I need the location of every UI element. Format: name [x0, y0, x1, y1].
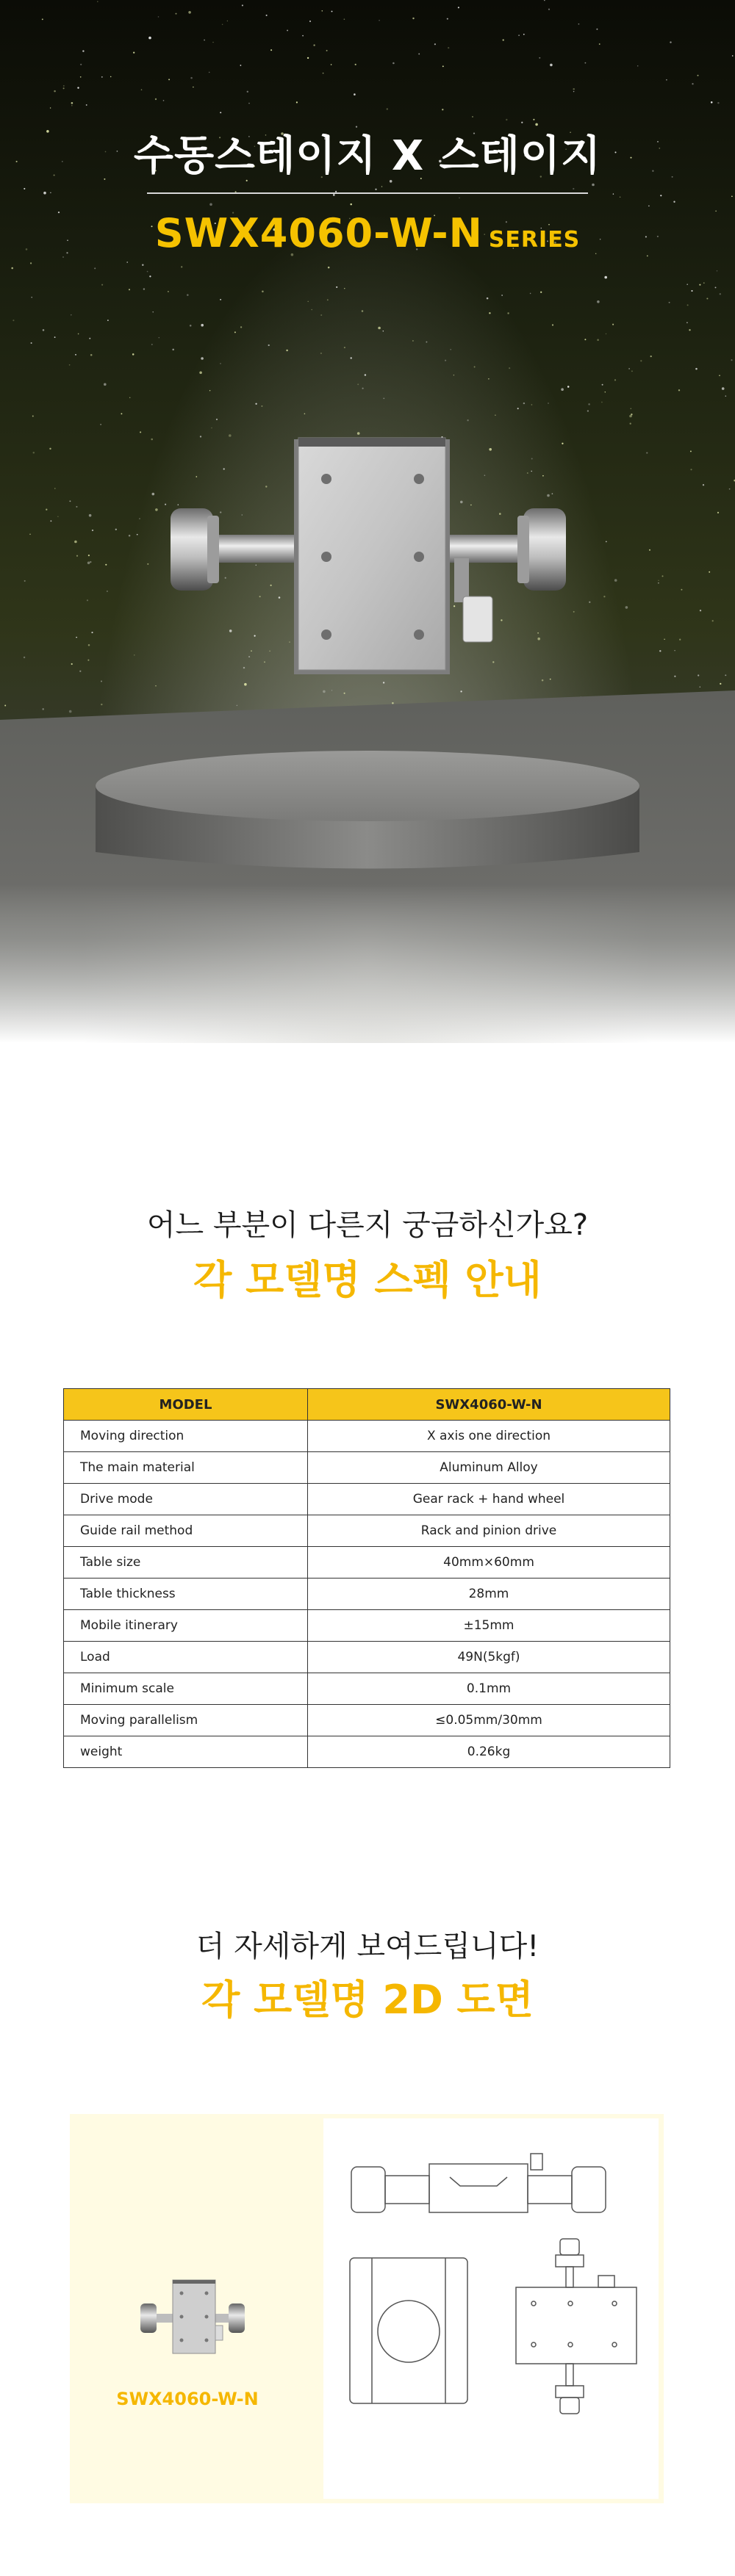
spec-key: Moving parallelism	[64, 1705, 308, 1736]
technical-drawing	[323, 2118, 659, 2499]
drawing-question: 더 자세하게 보여드립니다!	[196, 1930, 539, 1963]
drawing-front-view	[350, 2258, 467, 2403]
spec-key: Drive mode	[64, 1484, 308, 1515]
spec-value: 40mm×60mm	[308, 1547, 670, 1579]
table-row	[64, 1705, 670, 1736]
spec-value: 28mm	[308, 1579, 670, 1610]
spec-value: X axis one direction	[308, 1421, 670, 1452]
drawing-model-label: SWX4060-W-N	[116, 2389, 259, 2409]
left-hand-wheel	[171, 508, 213, 591]
pedestal-top	[96, 751, 639, 821]
spec-key: Moving direction	[64, 1421, 308, 1452]
stage-top-edge	[298, 438, 445, 447]
drawing-side-view	[516, 2239, 637, 2414]
drawing-heading: 각 모델명 2D 도면	[201, 1977, 534, 2023]
product-thumbnail	[70, 2114, 320, 2503]
spec-value: Aluminum Alloy	[308, 1452, 670, 1484]
product-render	[0, 0, 735, 1043]
spec-value: 0.1mm	[308, 1673, 670, 1705]
table-row	[64, 1579, 670, 1610]
spec-key: weight	[64, 1736, 308, 1768]
table-row	[64, 1736, 670, 1768]
spec-key: Load	[64, 1642, 308, 1673]
table-row	[64, 1610, 670, 1642]
spec-key: Table thickness	[64, 1579, 308, 1610]
drawing-top-view	[351, 2154, 606, 2212]
table-row	[64, 1452, 670, 1484]
spec-table	[63, 1388, 670, 1768]
spec-value: ≤0.05mm/30mm	[308, 1705, 670, 1736]
table-row	[64, 1515, 670, 1547]
spec-value: 0.26kg	[308, 1736, 670, 1768]
spec-header-value: SWX4060-W-N	[308, 1389, 670, 1421]
spec-table-header	[64, 1389, 670, 1421]
technical-drawing-panel	[323, 2118, 659, 2499]
spec-value: Rack and pinion drive	[308, 1515, 670, 1547]
spec-key: Minimum scale	[64, 1673, 308, 1705]
right-hand-wheel	[523, 508, 566, 591]
left-hand-wheel-collar	[207, 516, 219, 583]
hero-title: 수동스테이지 X 스테이지	[133, 132, 602, 180]
spec-key: Guide rail method	[64, 1515, 308, 1547]
spec-key: The main material	[64, 1452, 308, 1484]
table-row	[64, 1642, 670, 1673]
hero-series-label: SERIES	[488, 227, 581, 253]
table-row	[64, 1547, 670, 1579]
drawing-area	[70, 2114, 664, 2503]
spec-value: 49N(5kgf)	[308, 1642, 670, 1673]
table-row	[64, 1421, 670, 1452]
table-row	[64, 1673, 670, 1705]
lock-lever-arm	[454, 558, 469, 602]
lock-lever-handle	[463, 596, 492, 642]
right-hand-wheel-collar	[517, 516, 529, 583]
table-row	[64, 1484, 670, 1515]
hero-model-name: SWX4060-W-N	[154, 210, 483, 256]
spec-key: Mobile itinerary	[64, 1610, 308, 1642]
hero-banner	[0, 0, 735, 1043]
spec-key: Table size	[64, 1547, 308, 1579]
spec-header-model: MODEL	[64, 1389, 308, 1421]
spec-value: Gear rack + hand wheel	[308, 1484, 670, 1515]
spec-question: 어느 부분이 다른지 궁금하신가요?	[146, 1208, 589, 1242]
spec-heading: 각 모델명 스펙 안내	[193, 1257, 542, 1303]
spec-value: ±15mm	[308, 1610, 670, 1642]
